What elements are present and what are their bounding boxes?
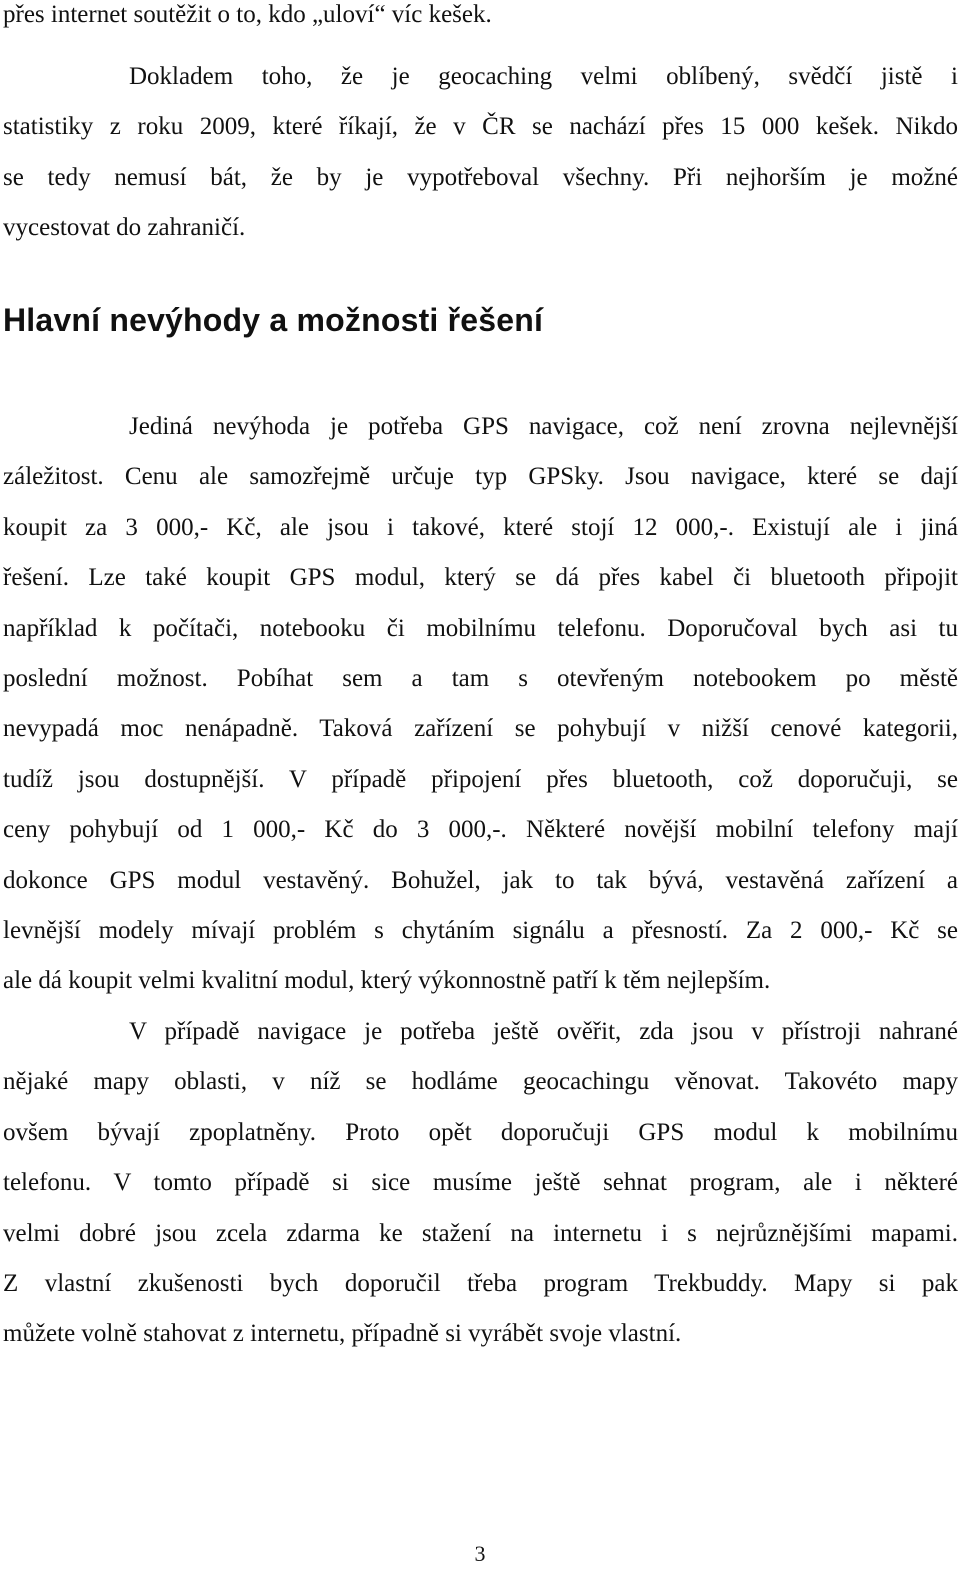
paragraph-statistics <box>3 52 958 254</box>
text-line: vycestovat do zahraničí. <box>3 214 246 242</box>
text-line: Dokladem toho, že je geocaching velmi oblíbený, svědčí jistě i <box>129 63 958 90</box>
paragraph-maps <box>3 1007 958 1360</box>
text-line: se tedy nemusí bát, že by je vypotřeboval všechny. Při nejhorším je možné <box>3 163 958 191</box>
section-heading: Hlavní nevýhody a možnosti řešení <box>3 302 544 338</box>
text-line: můžete volně stahovat z internetu, případně si vyrábět svoje vlastní. <box>3 1320 682 1348</box>
text-line: levnější modely mívají problém s chytáním signálu a přesností. Za 2 000,- Kč se <box>3 917 958 945</box>
text-line: řešení. Lze také koupit GPS modul, který se dá přes kabel či bluetooth připojit <box>3 564 958 592</box>
text-line: ovšem bývají zpoplatněny. Proto opět doporučuji GPS modul k mobilnímu <box>3 1118 958 1146</box>
paragraph-intro-continuation <box>3 0 958 40</box>
text-line: přes internet soutěžit o to, kdo „uloví“ víc kešek. <box>3 1 492 28</box>
text-line: Z vlastní zkušenosti bych doporučil třeba program Trekbuddy. Mapy si pak <box>3 1270 958 1298</box>
text-line: například k počítači, notebooku či mobilnímu telefonu. Doporučoval bych asi tu <box>3 614 958 642</box>
text-line: poslední možnost. Pobíhat sem a tam s otevřeným notebookem po městě <box>3 665 958 693</box>
text-line: telefonu. V tomto případě si sice musíme ještě sehnat program, ale i některé <box>3 1169 958 1197</box>
text-line: V případě navigace je potřeba ještě ověřit, zda jsou v přístroji nahrané <box>129 1018 958 1045</box>
text-line: tudíž jsou dostupnější. V případě připojení přes bluetooth, což doporučuji, se <box>3 765 958 793</box>
text-line: dokonce GPS modul vestavěný. Bohužel, jak to tak bývá, vestavěná zařízení a <box>3 866 958 894</box>
text-line: záležitost. Cenu ale samozřejmě určuje typ GPSky. Jsou navigace, které se dají <box>3 463 958 491</box>
text-line: Jediná nevýhoda je potřeba GPS navigace, což není zrovna nejlevnější <box>129 413 958 440</box>
page-number: 3 <box>474 1541 486 1566</box>
text-line: velmi dobré jsou zcela zdarma ke stažení na internetu i s nejrůznějšími mapami. <box>3 1219 958 1247</box>
text-line: koupit za 3 000,- Kč, ale jsou i takové, které stojí 12 000,-. Existují ale i jiná <box>3 513 958 541</box>
text-line: ale dá koupit velmi kvalitní modul, který výkonnostně patří k těm nejlepším. <box>3 967 771 995</box>
text-line: nějaké mapy oblasti, v níž se hodláme geocachingu věnovat. Takovéto mapy <box>3 1068 958 1096</box>
paragraph-disadvantages <box>3 402 958 1007</box>
text-line: statistiky z roku 2009, které říkají, že v ČR se nachází přes 15 000 kešek. Nikdo <box>3 113 958 141</box>
text-line: nevypadá moc nenápadně. Taková zařízení se pohybují v nižší cenové kategorii, <box>3 715 958 743</box>
text-line: ceny pohybují od 1 000,- Kč do 3 000,-. Některé novější mobilní telefony mají <box>3 816 958 844</box>
